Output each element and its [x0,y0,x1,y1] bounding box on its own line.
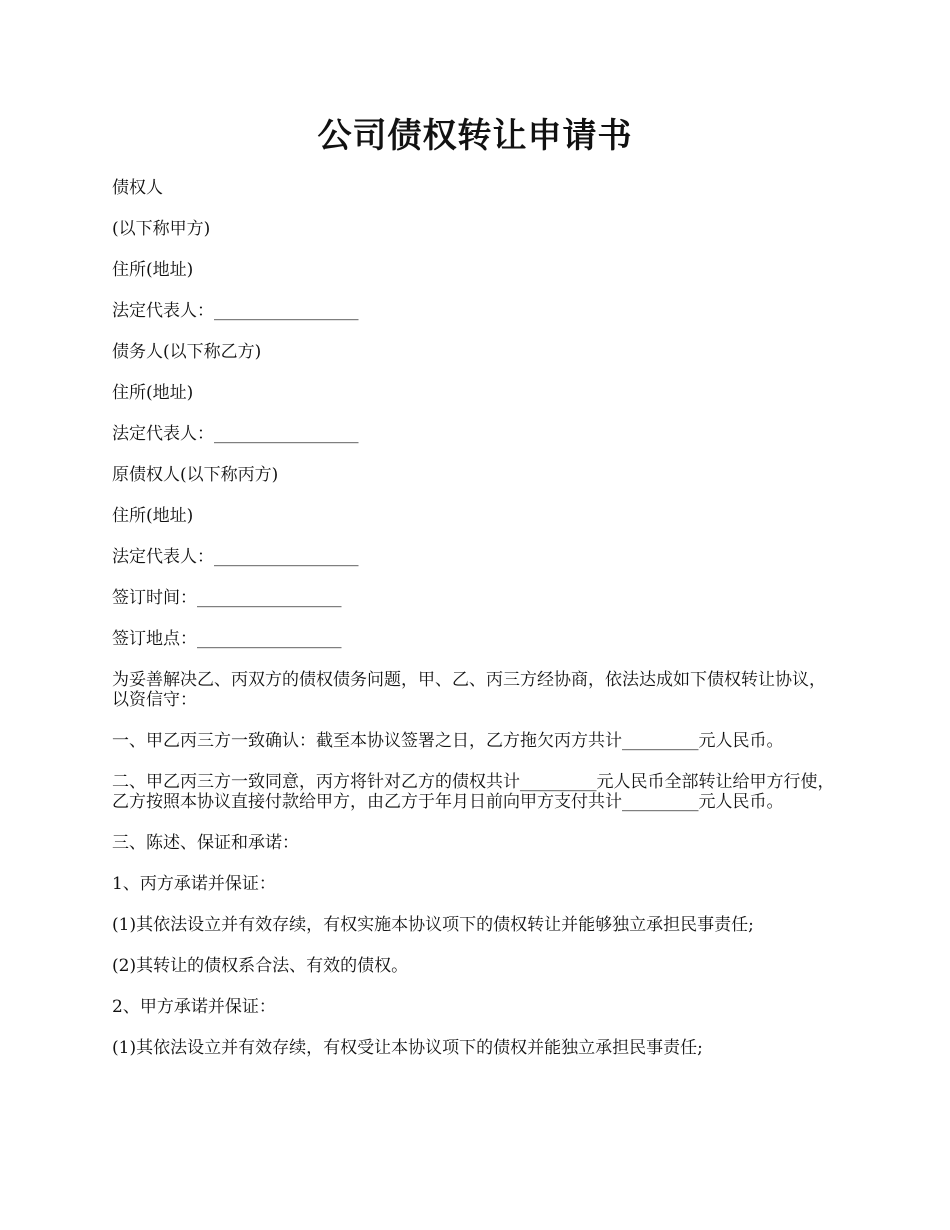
document-title: 公司债权转让申请书 [317,116,633,156]
document-body [112,178,842,1079]
paragraph-clause-3-2: 2、甲方承诺并保证： [112,997,276,1017]
paragraph-creditor: 债权人 [112,178,163,198]
paragraph-signing-place: 签订地点：_________________ [112,629,342,649]
paragraph-clause-3-1-2: (2)其转让的债权系合法、有效的债权。 [112,956,409,976]
paragraph-clause-3-1: 1、丙方承诺并保证： [112,874,276,894]
paragraph-preamble: 为妥善解决乙、丙双方的债权债务问题，甲、乙、丙三方经协商，依法达成如下债权转让协议，以资信守： [112,670,826,710]
paragraph-original-creditor-address: 住所(地址) [112,506,194,526]
paragraph-debtor: 债务人(以下称乙方) [112,342,262,362]
paragraph-clause-3: 三、陈述、保证和承诺： [112,833,299,853]
paragraph-clause-1: 一、甲乙丙三方一致确认：截至本协议签署之日，乙方拖欠丙方共计_________元人民币。 [112,731,784,751]
paragraph-original-creditor: 原债权人(以下称丙方) [112,465,279,485]
paragraph-party-a-note: (以下称甲方) [112,219,211,239]
paragraph-creditor-representative: 法定代表人：_________________ [112,301,359,321]
paragraph-clause-3-2-1: (1)其依法设立并有效存续，有权受让本协议项下的债权并能独立承担民事责任; [112,1038,703,1058]
paragraph-signing-time: 签订时间：_________________ [112,588,342,608]
paragraph-debtor-representative: 法定代表人：_________________ [112,424,359,444]
paragraph-clause-3-1-1: (1)其依法设立并有效存续，有权实施本协议项下的债权转让并能够独立承担民事责任; [112,915,754,935]
paragraph-debtor-address: 住所(地址) [112,383,194,403]
paragraph-original-creditor-representative: 法定代表人：_________________ [112,547,359,567]
paragraph-clause-2: 二、甲乙丙三方一致同意，丙方将针对乙方的债权共计_________元人民币全部转让给甲方行使，乙方按照本协议直接付款给甲方，由乙方于年月日前向甲方支付共计_________元人民币。 [112,772,835,812]
paragraph-creditor-address: 住所(地址) [112,260,194,280]
